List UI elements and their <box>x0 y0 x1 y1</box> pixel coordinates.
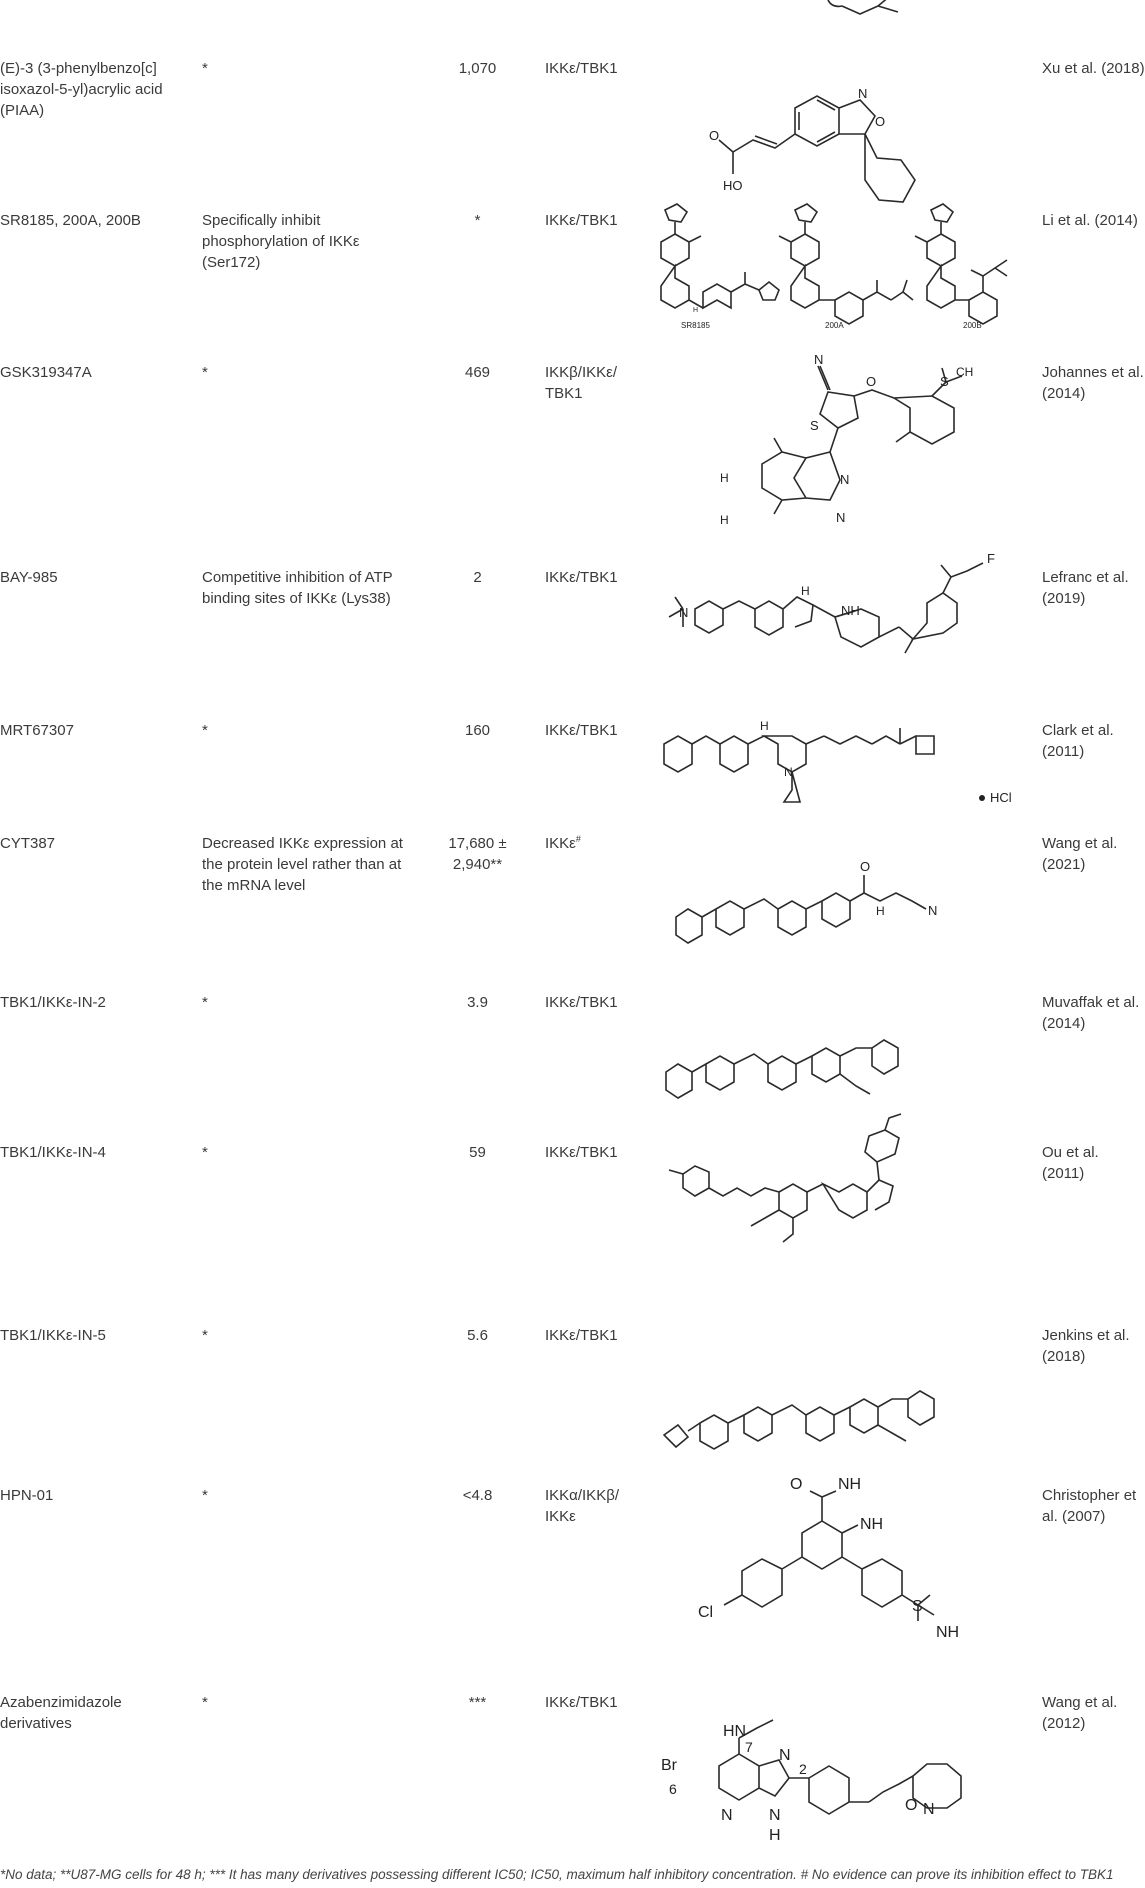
svg-text:O: O <box>866 374 877 389</box>
svg-text:S: S <box>810 418 819 433</box>
compound-name: SR8185, 200A, 200B <box>0 212 141 229</box>
200b-structure <box>915 204 1007 330</box>
compound-name: (E)-3 (3-phenylbenzo[c] isoxazol-5-yl)acrylic acid (PIAA) <box>0 60 163 119</box>
svg-text:HCl: HCl <box>990 790 1012 805</box>
svg-text:H: H <box>693 307 699 314</box>
target: IKKε/TBK1 <box>545 1694 618 1711</box>
reference: Ou et al. (2011) <box>1042 1144 1099 1182</box>
svg-text:N: N <box>779 1747 791 1764</box>
compound-name: MRT67307 <box>0 722 74 739</box>
svg-text:HO: HO <box>723 178 743 193</box>
svg-text:S: S <box>940 374 949 389</box>
compound-name: BAY-985 <box>0 569 58 586</box>
compound-name: HPN-01 <box>0 1487 54 1504</box>
ic50-value: 160 <box>464 722 491 739</box>
svg-text:N: N <box>784 765 793 779</box>
svg-text:O: O <box>709 128 720 143</box>
reference: Wang et al. (2021) <box>1042 835 1118 873</box>
target: IKKε/TBK1 <box>545 1327 618 1344</box>
svg-text:H: H <box>720 471 729 485</box>
reference: Muvaffak et al. (2014) <box>1042 994 1140 1032</box>
mechanism: * <box>202 722 208 739</box>
cyt387-structure-image <box>670 823 1020 963</box>
svg-text:HN: HN <box>723 1723 747 1740</box>
compound-name: GSK319347A <box>0 364 92 381</box>
mechanism: * <box>202 1487 208 1504</box>
tbk1-in-5-structure-image <box>660 1317 1020 1457</box>
svg-text:N: N <box>814 352 824 367</box>
svg-text:200A: 200A <box>825 321 844 330</box>
mechanism: * <box>202 364 208 381</box>
compound-name: CYT387 <box>0 835 56 852</box>
svg-text:N: N <box>840 472 850 487</box>
target: IKKε/TBK1 <box>545 569 618 586</box>
target: IKKα/IKKβ/ IKKε <box>545 1487 619 1525</box>
ic50-value: 17,680 ± 2,940** <box>448 835 507 873</box>
azabenzimidazole-structure-image <box>655 1684 1025 1844</box>
ic50-value: 469 <box>464 364 491 381</box>
reference: Xu et al. (2018) <box>1042 60 1145 77</box>
bullet-icon <box>979 795 985 801</box>
ic50-value: 3.9 <box>467 994 488 1011</box>
ic50-value: <4.8 <box>462 1487 493 1504</box>
compound-name: Azabenzimidazole derivatives <box>0 1694 122 1732</box>
target: IKKε/TBK1 <box>545 994 618 1011</box>
svg-text:N: N <box>928 903 938 918</box>
svg-text:2: 2 <box>799 1761 807 1777</box>
svg-text:N: N <box>721 1807 733 1824</box>
mechanism: * <box>202 60 208 77</box>
reference: Clark et al. (2011) <box>1042 722 1114 760</box>
mechanism: * <box>202 1144 208 1161</box>
ic50-value: 59 <box>469 1144 486 1161</box>
svg-text:O: O <box>790 1476 803 1493</box>
target: IKKε/TBK1 <box>545 60 618 77</box>
compound-name: TBK1/IKKε-IN-5 <box>0 1327 106 1344</box>
svg-text:N: N <box>923 1801 935 1818</box>
gsk319347a-structure-image <box>670 352 1010 542</box>
svg-text:H: H <box>769 1827 781 1844</box>
mechanism: Specifically inhibit phosphorylation of IKKε (Ser172) <box>202 212 360 271</box>
target: IKKβ/IKKε/ TBK1 <box>545 364 618 402</box>
svg-text:H: H <box>720 513 729 527</box>
svg-text:NH: NH <box>936 1624 960 1641</box>
compound-name: TBK1/IKKε-IN-2 <box>0 994 106 1011</box>
svg-text:NH: NH <box>838 1476 862 1493</box>
svg-text:7: 7 <box>745 1739 753 1755</box>
target: IKKε/TBK1 <box>545 1144 618 1161</box>
mrt67307-structure-image <box>660 714 1030 814</box>
mechanism: * <box>202 1694 208 1711</box>
reference: Li et al. (2014) <box>1042 212 1138 229</box>
svg-text:O: O <box>905 1797 918 1814</box>
ic50-value: 2 <box>473 569 482 586</box>
svg-text:6: 6 <box>669 1781 677 1797</box>
mechanism: Competitive inhibition of ATP binding sites of IKKε (Lys38) <box>202 569 393 607</box>
svg-text:SR8185: SR8185 <box>681 321 710 330</box>
ic50-value: 5.6 <box>467 1327 488 1344</box>
svg-text:S: S <box>912 1598 923 1615</box>
svg-text:H: H <box>801 584 810 598</box>
svg-text:N: N <box>836 510 846 525</box>
reference: Jenkins et al. (2018) <box>1042 1327 1130 1365</box>
svg-text:200B: 200B <box>963 321 982 330</box>
svg-text:F: F <box>987 551 995 566</box>
sr8185-structure <box>661 204 779 330</box>
hpn01-structure-image <box>672 1477 992 1667</box>
svg-text:O: O <box>860 859 871 874</box>
top-partial-structure <box>820 0 940 16</box>
tbk1-in-2-structure-image <box>660 986 1020 1116</box>
target: IKKε# <box>545 834 581 852</box>
reference: Wang et al. (2012) <box>1042 1694 1118 1732</box>
sr8185-structures-image <box>645 200 1035 330</box>
svg-text:H: H <box>760 719 769 733</box>
svg-text:NH: NH <box>841 603 860 618</box>
svg-text:N: N <box>858 86 868 101</box>
reference: Johannes et al. (2014) <box>1042 364 1144 402</box>
svg-text:Cl: Cl <box>698 1604 714 1621</box>
target: IKKε/TBK1 <box>545 722 618 739</box>
svg-text:H: H <box>876 904 885 918</box>
ic50-value: * <box>474 212 481 229</box>
bay985-structure-image <box>665 551 1035 687</box>
svg-text:NH: NH <box>860 1516 884 1533</box>
svg-text:N: N <box>679 605 689 620</box>
svg-text:Br: Br <box>661 1757 677 1774</box>
mechanism: Decreased IKKε expression at the protein level rather than at the mRNA level <box>202 835 403 894</box>
svg-text:N: N <box>769 1807 781 1824</box>
reference: Christopher et al. (2007) <box>1042 1487 1137 1525</box>
reference: Lefranc et al. (2019) <box>1042 569 1129 607</box>
mechanism: * <box>202 994 208 1011</box>
200a-structure <box>779 204 913 330</box>
ic50-value: *** <box>468 1694 487 1711</box>
target: IKKε/TBK1 <box>545 212 618 229</box>
table-footnote: *No data; **U87-MG cells for 48 h; *** It has many derivatives possessing different IC50; IC50, maximum half inhibitory concentration. # No evidence can prove its inhibition effect to TBK1 <box>0 1867 1114 1882</box>
mechanism: * <box>202 1327 208 1344</box>
svg-text:O: O <box>875 114 886 129</box>
ic50-value: 1,070 <box>458 60 497 77</box>
compound-name: TBK1/IKKε-IN-4 <box>0 1144 106 1161</box>
tbk1-in-4-structure-image <box>665 1130 1015 1290</box>
svg-text:CH: CH <box>956 365 974 379</box>
